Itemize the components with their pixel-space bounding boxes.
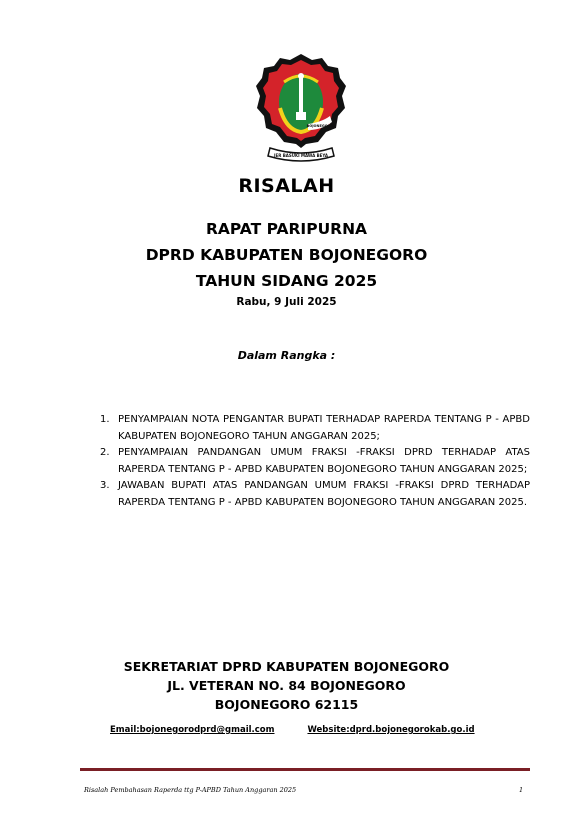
- agenda-list: [96, 412, 530, 511]
- footer-divider: [80, 768, 530, 771]
- agenda-item: [96, 412, 530, 445]
- page-number: 1: [519, 786, 524, 794]
- secretariat-city: BOJONEGORO 62115: [214, 697, 359, 712]
- agenda-text: PENYAMPAIAN NOTA PENGANTAR BUPATI TERHADAP RAPERDA TENTANG P - APBD KABUPATEN BOJONEGORO TAHUN ANGGARAN 2025;: [118, 414, 530, 442]
- secretariat-name: SEKRETARIAT DPRD KABUPATEN BOJONEGORO: [123, 659, 450, 674]
- document-title: RISALAH: [238, 175, 335, 197]
- email-link[interactable]: Email:bojonegorodprd@gmail.com: [110, 725, 275, 735]
- agenda-number: 1.: [100, 414, 110, 425]
- agenda-text: JAWABAN BUPATI ATAS PANDANGAN UMUM FRAKSI -FRAKSI DPRD TERHADAP RAPERDA TENTANG P - APBD KABUPATEN BOJONEGORO TAHUN ANGGARAN 2025.: [118, 480, 530, 508]
- agenda-number: 3.: [100, 480, 110, 491]
- meeting-date: Rabu, 9 Juli 2025: [236, 296, 337, 308]
- website-link[interactable]: Website:dprd.bojonegorokab.go.id: [307, 725, 475, 735]
- agenda-item: [96, 478, 530, 511]
- secretariat-address: JL. VETERAN NO. 84 BOJONEGORO: [167, 678, 406, 693]
- page-footer-text: Risalah Pembahasan Raperda ttg P-APBD Tahun Anggaran 2025: [84, 786, 297, 794]
- ribbon-motto: JER BASUKI MAWA BEYA: [274, 153, 328, 158]
- meeting-title: RAPAT PARIPURNA: [205, 220, 368, 238]
- agenda-number: 2.: [100, 447, 110, 458]
- agenda-intro: Dalam Rangka :: [237, 349, 336, 362]
- agenda-text: PENYAMPAIAN PANDANGAN UMUM FRAKSI -FRAKSI DPRD TERHADAP ATAS RAPERDA TENTANG P - APBD KABUPATEN BOJONEGORO TAHUN ANGGARAN 2025;: [118, 447, 530, 475]
- shield-label: BOJONEGORO: [306, 124, 334, 128]
- institution-name: DPRD KABUPATEN BOJONEGORO: [145, 246, 428, 264]
- agenda-item: [96, 445, 530, 478]
- contact-line: [110, 725, 510, 735]
- bojonegoro-emblem-icon: [256, 52, 346, 164]
- session-year: TAHUN SIDANG 2025: [195, 272, 378, 290]
